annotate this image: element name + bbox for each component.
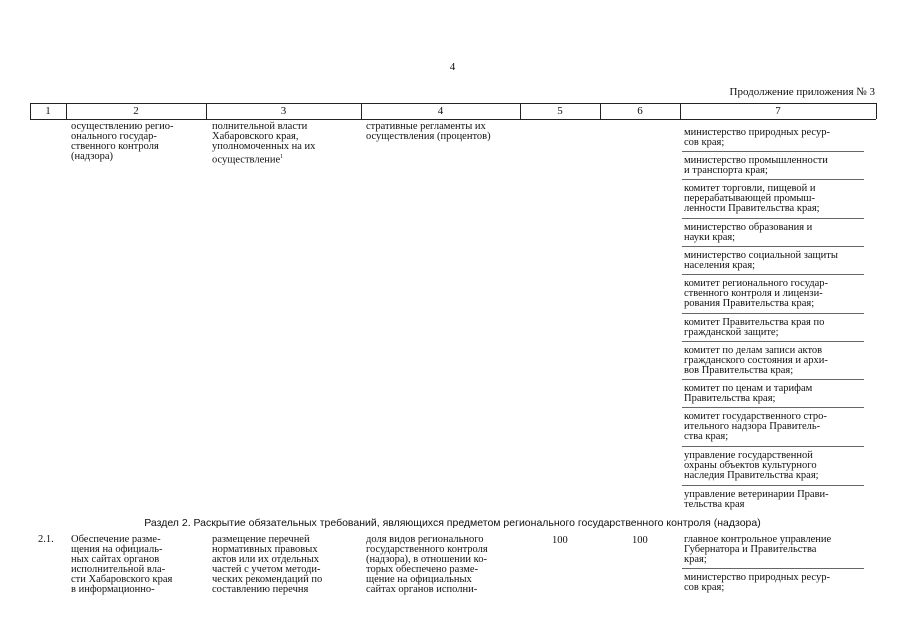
cell-col3-line: частей с учетом методи- [212,564,321,575]
cell-col4-line: (надзора), в отношении ко- [366,554,487,565]
header-cell: 2 [133,105,139,117]
cell-col3-line [212,152,283,166]
value-col5: 100 [552,535,568,546]
agency-item: министерство образования и науки края; [684,222,813,243]
cell-col2-line: ственного контроля [71,141,159,152]
header-cell: 7 [775,105,781,117]
cell-col3-line: полнительной власти [212,121,308,132]
cell-col3-line: уполномоченных на их [212,141,316,152]
agency-item: министерство социальной защиты населения края; [684,250,838,271]
cell-col3-line: нормативных правовых [212,544,318,555]
agency-item: министерство природных ресур- сов края; [684,127,830,148]
cell-col3-line: Хабаровского края, [212,131,299,142]
col-border [876,103,877,119]
agency-item: управление ветеринарии Прави- тельства края [684,489,829,510]
item-separator [682,218,864,219]
cell-col3-line: актов или их отдельных [212,554,320,565]
agency-item: комитет по делам записи актов гражданского состояния и архи- вов Правительства края; [684,345,828,376]
item-separator [682,568,864,569]
cell-col4-line: щение на официальных [366,574,472,585]
cell-col4-line: стративные регламенты их [366,121,486,132]
cell-col4-line: осуществления (процентов) [366,131,491,142]
footnote-mark: 1 [280,154,284,160]
header-cell: 6 [637,105,643,117]
cell-col4-line: торых обеспечено разме- [366,564,479,575]
agency-item: комитет регионального государ- ственного контроля и лицензи- рования Правительства края; [684,278,829,309]
section-heading: Раздел 2. Раскрытие обязательных требований, являющихся предметом регионального государственного контроля (надзора) [144,517,761,529]
agency-item: управление государственной охраны объектов культурного наследия Правительства края; [684,450,819,481]
item-separator [682,313,864,314]
cell-col2-line: осуществлению регио- [71,121,174,132]
item-separator [682,341,864,342]
item-separator [682,179,864,180]
cell-col2-line: щения на официаль- [71,544,163,555]
cell-col4-line: сайтах органов исполни- [366,584,478,595]
value-col6: 100 [632,535,648,546]
item-separator [682,485,864,486]
cell-col3-line: ческих рекомендаций по [212,574,323,585]
agency-item: министерство промышленности и транспорта края; [684,155,828,176]
cell-col3-line: составлению перечня [212,584,309,595]
item-separator [682,446,864,447]
cell-col4-line: государственного контроля [366,544,488,555]
header-cell: 4 [437,105,444,117]
header-cell: 1 [45,105,51,117]
cell-col2-line: Обеспечение разме- [71,534,161,545]
cell-col2-line: (надзора) [71,151,113,162]
header-bottom-border [30,119,876,120]
agency-item: комитет торговли, пищевой и перерабатывающей промыш- ленности Правительства края; [684,183,820,214]
header-cell: 3 [280,105,287,117]
cell-col2-line: онального государ- [71,131,157,142]
cell-col3-line: размещение перечней [212,534,310,545]
cell-col2-line: исполнительной вла- [71,564,166,575]
cell-col2-line: в информационно- [71,584,155,595]
cell-text: осуществление [212,154,281,166]
appendix-caption: Продолжение приложения № 3 [729,86,875,98]
item-separator [682,246,864,247]
item-separator [682,407,864,408]
agency-item: министерство природных ресур- сов края; [684,572,830,593]
cell-col4-line: доля видов регионального [366,534,484,545]
header-cell: 5 [557,105,563,117]
cell-col2-line: ных сайтах органов [71,554,160,565]
agency-item: комитет государственного стро- ительного надзора Правитель- ства края; [684,411,827,442]
item-separator [682,151,864,152]
row-number: 2.1. [38,534,54,545]
agency-item: главное контрольное управление Губернатора и Правительства края; [684,534,832,565]
agency-item: комитет по ценам и тарифам Правительства края; [684,383,813,404]
item-separator [682,274,864,275]
cell-col2-line: сти Хабаровского края [71,574,173,585]
page-number: 4 [449,61,456,73]
agency-item: комитет Правительства края по гражданской защите; [684,317,825,338]
item-separator [682,379,864,380]
